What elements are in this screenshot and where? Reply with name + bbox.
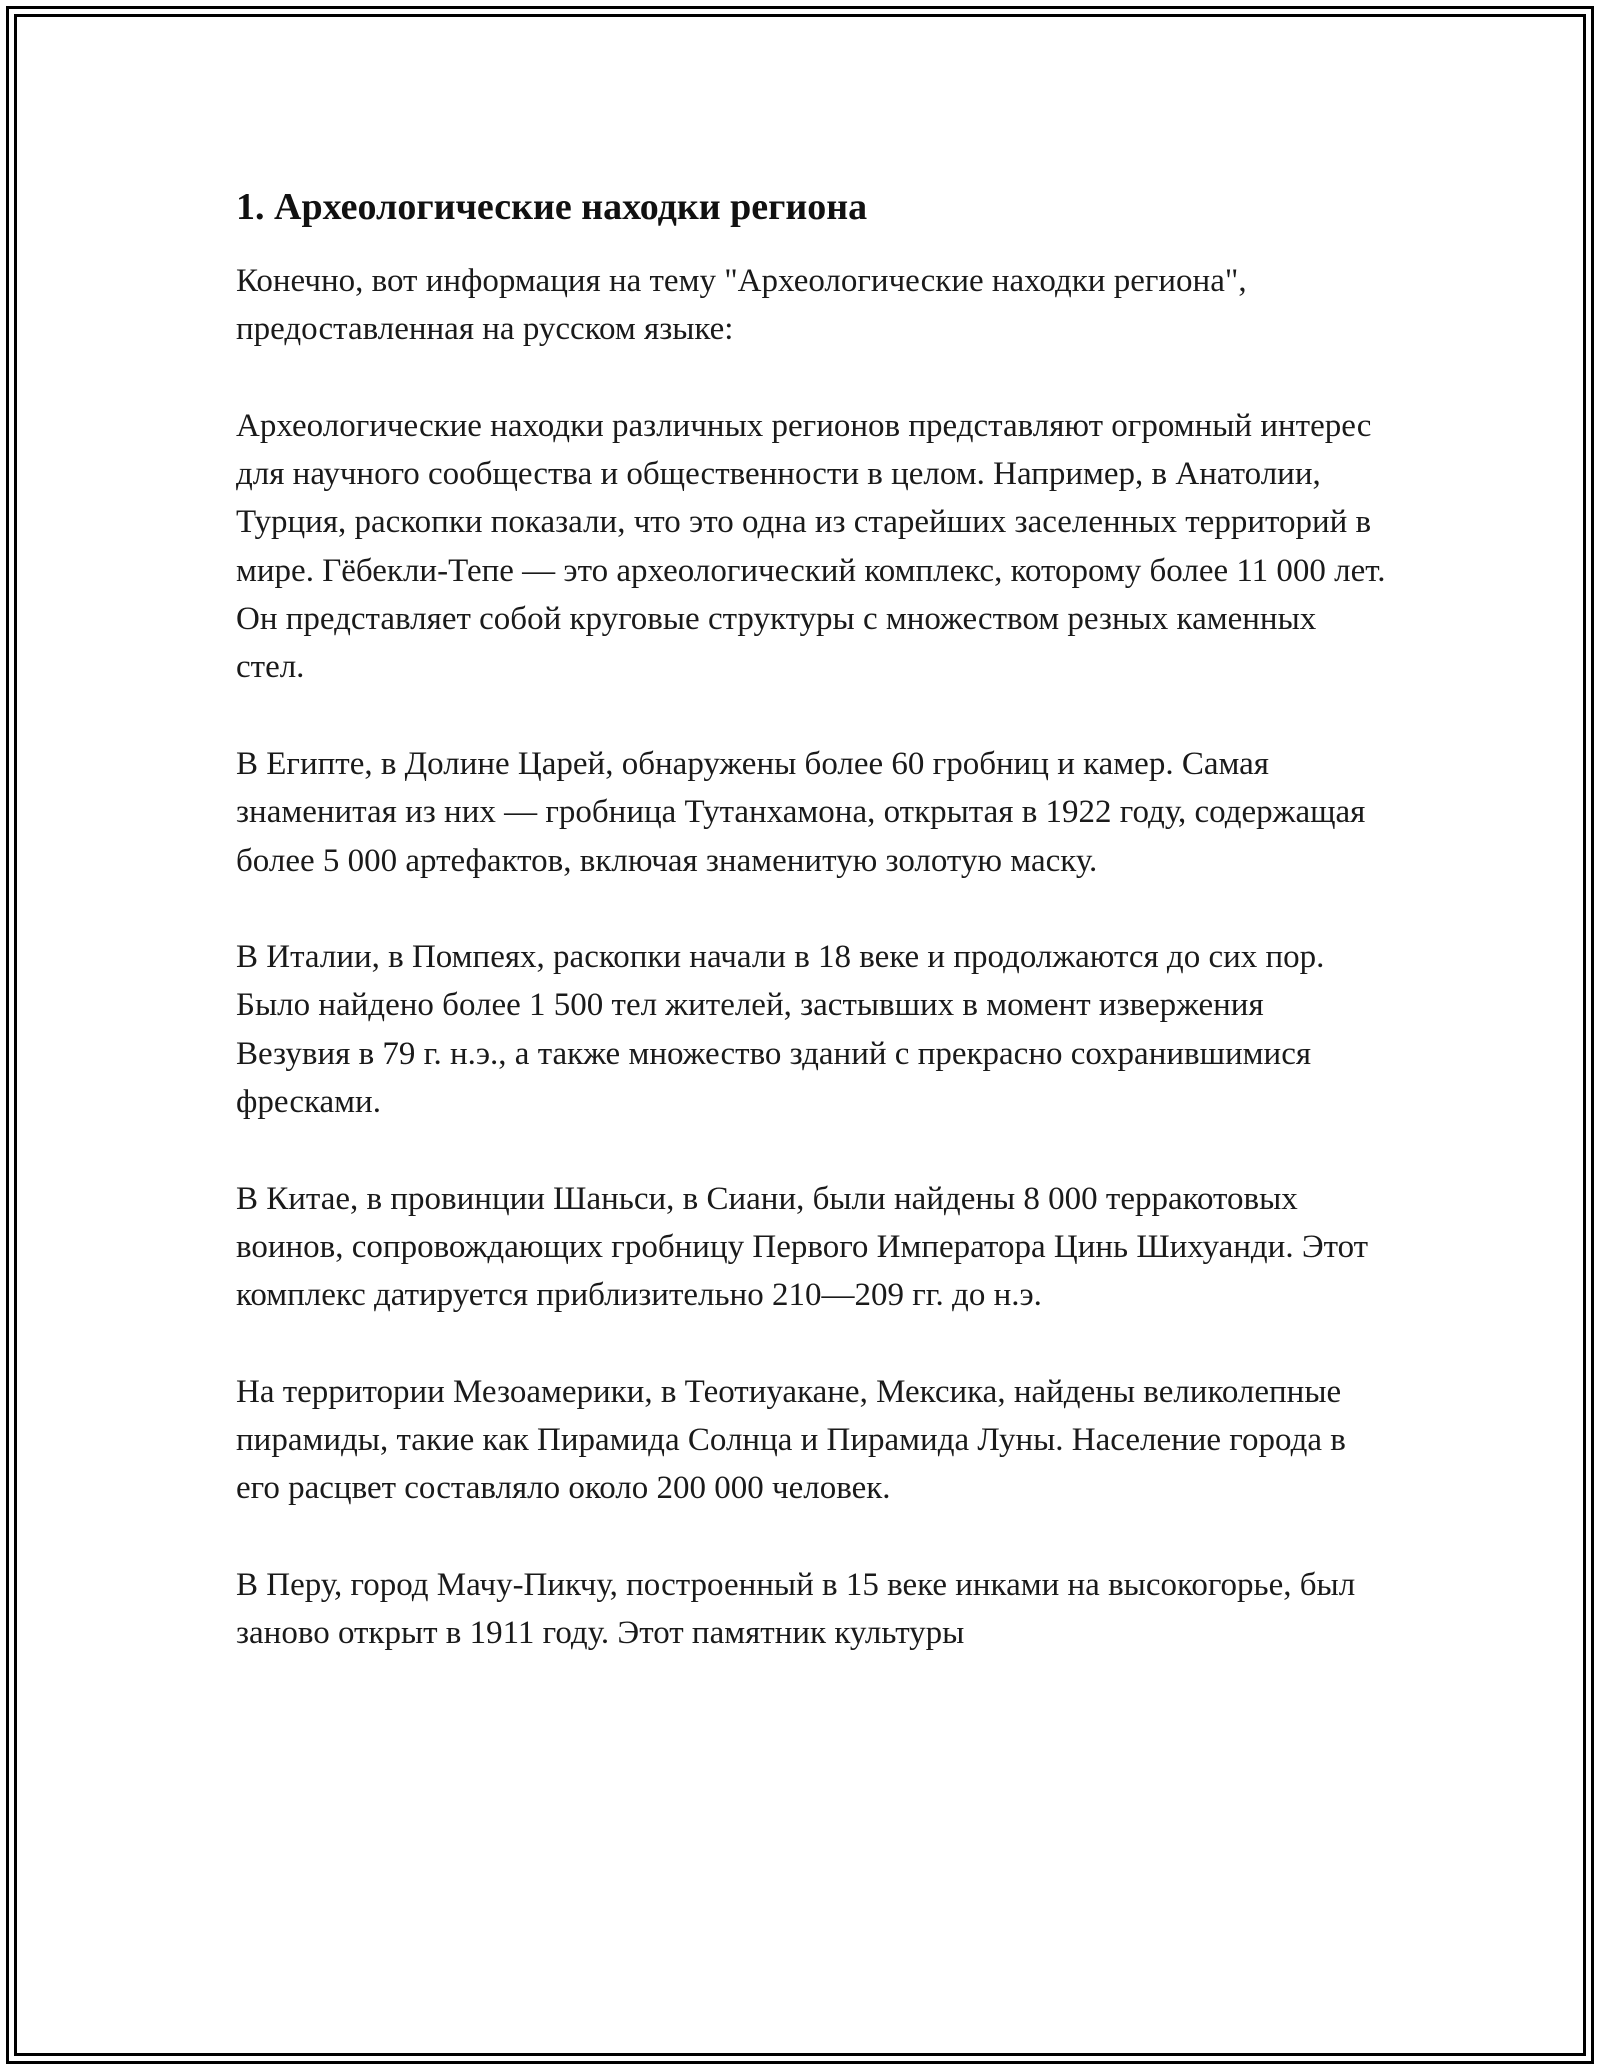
section-heading: 1. Археологические находки региона [236,186,868,228]
paragraph-mesoamerica: На территории Мезоамерики, в Теотиуакане, Мексика, найдены великолепные пирамиды, такие как Пирамида Солнца и Пирамида Луны. Население города в его расцвет составляло около 200 000 человек. [236,1373,1346,1507]
paragraph-china: В Китае, в провинции Шаньси, в Сиани, были найдены 8 000 терракотовых воинов, сопровождающих гробницу Первого Императора Цинь Шихуанди. Этот комплекс датируется приблизительно 210—209 гг. до н.э. [236,1180,1369,1314]
paragraph-italy: В Италии, в Помпеях, раскопки начали в 18 веке и продолжаются до сих пор. Было найдено более 1 500 тел жителей, застывших в момент извержения Везувия в 79 г. н.э., а также множество зданий с прекрасно сохранившимися фресками. [236,939,1325,1121]
paragraph-anatolia: Археологические находки различных регионов представляют огромный интерес для научного сообщества и общественности в целом. Например, в Анатолии, Турция, раскопки показали, что это одна из старейших заселенных территорий в мире. Гёбекли-Тепе — это археологический комплекс, которому более 11 000 лет. Он представляет собой круговые структуры с множеством резных каменных стел. [236,407,1386,686]
paragraph-egypt: В Египте, в Долине Царей, обнаружены более 60 гробниц и камер. Самая знаменитая из них — гробница Тутанхамона, открытая в 1922 году, содержащая более 5 000 артефактов, включая знаменитую золотую маску. [236,745,1366,879]
paragraph-intro: Конечно, вот информация на тему "Археологические находки региона", предоставленная на русском языке: [236,263,1247,348]
document-body [236,183,1386,1706]
paragraph-peru: В Перу, город Мачу-Пикчу, построенный в 15 веке инками на высокогорье, был заново открыт в 1911 году. Этот памятник культуры [236,1567,1356,1652]
